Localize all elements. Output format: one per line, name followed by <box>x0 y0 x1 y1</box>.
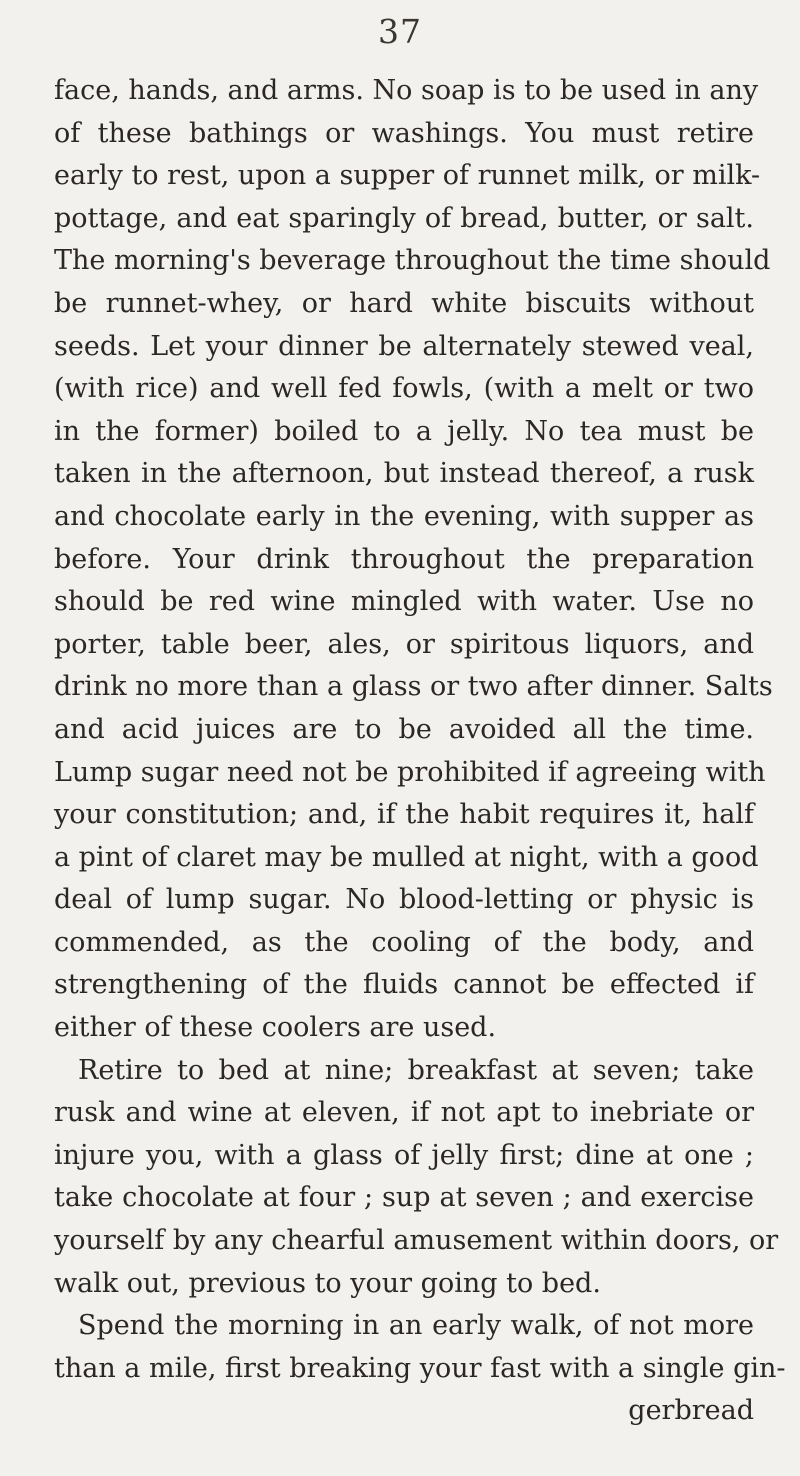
text-line: early to rest, upon a supper of runnet milk, or milk- <box>54 160 761 192</box>
text-line: before. Your drink throughout the preparation <box>54 543 754 575</box>
text-line: of these bathings or washings. You must retire <box>54 117 754 149</box>
text-line: injure you, with a glass of jelly first; dine at one ; <box>54 1139 754 1171</box>
text-line: rusk and wine at eleven, if not apt to inebriate or <box>54 1097 754 1129</box>
text-line: strengthening of the fluids cannot be effected if <box>54 969 754 1001</box>
text-line: seeds. Let your dinner be alternately stewed veal, <box>54 330 754 362</box>
text-line: porter, table beer, ales, or spiritous liquors, and <box>54 628 754 660</box>
text-line: be runnet-whey, or hard white biscuits without <box>54 287 754 319</box>
text-line: yourself by any chearful amusement within doors, or <box>54 1225 779 1257</box>
text-line: The morning's beverage throughout the time should <box>54 245 771 277</box>
text-line: take chocolate at four ; sup at seven ; and exercise <box>54 1182 754 1214</box>
text-line: drink no more than a glass or two after dinner. Salts <box>54 671 773 703</box>
text-line: Lump sugar need not be prohibited if agreeing with <box>54 756 766 788</box>
text-line: either of these coolers are used. <box>54 1012 497 1044</box>
text-line: commended, as the cooling of the body, and <box>54 926 754 958</box>
text-line: your constitution; and, if the habit requires it, half <box>54 799 754 831</box>
text-line: taken in the afternoon, but instead thereof, a rusk <box>54 458 754 490</box>
text-line: than a mile, first breaking your fast with a single gin- <box>54 1352 786 1384</box>
text-line: deal of lump sugar. No blood-letting or physic is <box>54 884 754 916</box>
page-number: 37 <box>378 12 422 51</box>
text-line: should be red wine mingled with water. Use no <box>54 586 754 618</box>
text-line: pottage, and eat sparingly of bread, butter, or salt. <box>54 202 754 234</box>
text-line: and acid juices are to be avoided all the time. <box>54 713 754 745</box>
text-line: a pint of claret may be mulled at night, with a good <box>54 841 759 873</box>
text-line: Retire to bed at nine; breakfast at seven; take <box>78 1054 754 1086</box>
text-line: Spend the morning in an early walk, of not more <box>78 1310 754 1342</box>
text-line: in the former) boiled to a jelly. No tea must be <box>54 415 754 447</box>
text-line: walk out, previous to your going to bed. <box>54 1267 601 1299</box>
text-line: (with rice) and well fed fowls, (with a melt or two <box>54 373 754 405</box>
text-line: and chocolate early in the evening, with supper as <box>54 500 754 532</box>
catchword: gerbread <box>628 1395 754 1427</box>
body-text <box>54 70 786 1433</box>
text-line: face, hands, and arms. No soap is to be used in any <box>54 75 759 106</box>
